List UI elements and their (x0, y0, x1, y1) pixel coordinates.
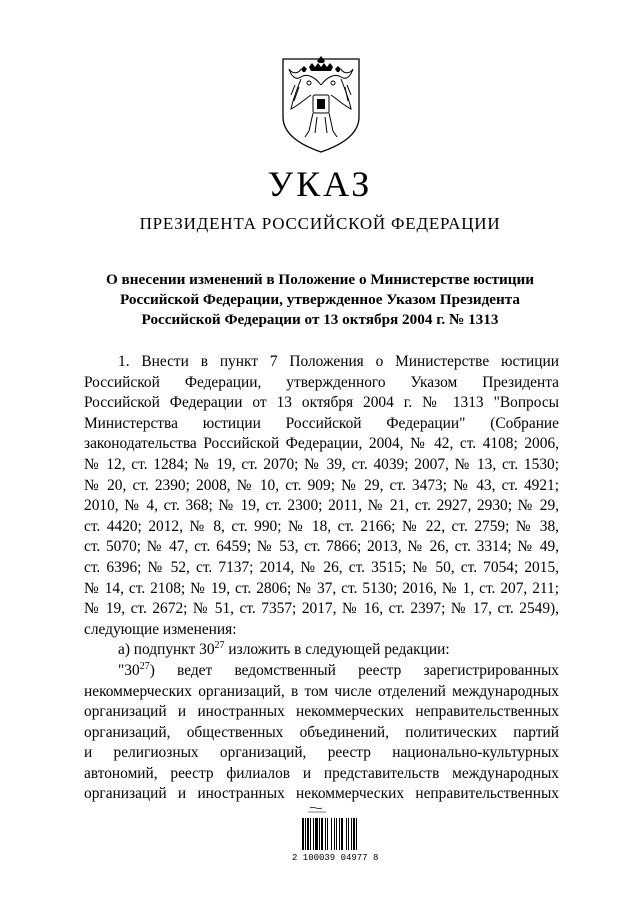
document-type: УКАЗ (267, 164, 373, 204)
quote-line: организаций и иностранных некоммерческих неправительственных (84, 703, 559, 721)
body-line: ст. 5070; № 47, ст. 6459; № 53, ст. 7866; 2013, № 26, ст. 3314; № 49, (84, 538, 559, 556)
item-a-superscript: 27 (214, 640, 225, 652)
title-line: О внесении изменений в Положение о Министерстве юстиции (105, 271, 535, 288)
barcode-bar (305, 818, 306, 850)
body-line: 1. Внести в пункт 7 Положения о Министерстве юстиции (118, 353, 559, 370)
title-line: Российской Федерации от 13 октября 2004 г. № 1313 (141, 311, 499, 328)
state-emblem (279, 55, 363, 155)
barcode-bar (334, 818, 335, 850)
item-a-text-end: изложить в следующей редакции: (224, 641, 450, 659)
quote-line: и религиозных организаций, реестр национально-культурных (84, 744, 559, 762)
body-line: ст. 6396; № 52, ст. 7137; 2014, № 26, ст. 3515; № 50, ст. 7054; 2015, (84, 558, 559, 576)
body-line: Министерства юстиции Российской Федерации" (Собрание (84, 414, 559, 432)
barcode-bar (331, 818, 332, 850)
quote-line: автономий, реестр филиалов и представительств международных (84, 764, 559, 782)
barcode-bar (313, 818, 314, 850)
barcode-bar (356, 818, 357, 850)
barcode-bar (327, 818, 328, 850)
barcode-bar (325, 818, 326, 850)
body-line: № 14, ст. 2108; № 19, ст. 2806; № 37, ст. 5130; 2016, № 1, ст. 207, 211; (84, 579, 559, 597)
barcode-bar (341, 818, 343, 850)
document-body (84, 352, 559, 805)
quote-open: "30 (118, 661, 140, 679)
barcode-bar (319, 818, 320, 850)
barcode-bar (353, 818, 355, 850)
body-line: Российской Федерации, утвержденного Указом Президента (84, 373, 559, 391)
body-line: № 20, ст. 2390; 2008, № 10, ст. 909; № 29, ст. 3473; № 43, ст. 4921; (84, 476, 559, 494)
barcode-bar (315, 818, 318, 850)
barcode-icon (292, 806, 384, 852)
barcode-bar (339, 818, 340, 850)
title-line: Российской Федерации, утвержденное Указом Президента (119, 291, 521, 308)
item-a-text: а) подпункт 30 (118, 641, 215, 659)
barcode-bar (310, 818, 311, 850)
double-headed-eagle-icon (279, 55, 363, 155)
barcode-bar (302, 818, 304, 850)
barcode-bar (351, 818, 352, 850)
body-line: Российской Федерации от 13 октября 2004 г. № 1313 "Вопросы (84, 394, 559, 412)
quote-superscript: 27 (139, 660, 150, 672)
barcode-bar (346, 818, 347, 850)
barcode-bar (307, 818, 309, 850)
body-line: следующие изменения: (84, 620, 237, 638)
body-line: № 19, ст. 2672; № 51, ст. 7357; 2017, № 16, ст. 2397; № 17, ст. 2549), (84, 600, 559, 618)
body-line: законодательства Российской Федерации, 2004, № 42, ст. 4108; 2006, (84, 435, 559, 453)
quote-line: организаций и иностранных некоммерческих неправительственных (84, 785, 559, 803)
quote-line: организаций, общественных объединений, политических партий (84, 723, 559, 741)
document-title (60, 270, 580, 330)
issuer-heading: ПРЕЗИДЕНТА РОССИЙСКОЙ ФЕДЕРАЦИИ (139, 214, 501, 233)
quote-first-line (84, 661, 559, 682)
body-line: ст. 4420; 2012, № 8, ст. 990; № 18, ст. 2166; № 22, ст. 2759; № 38, (84, 517, 559, 535)
body-line: 2010, № 4, ст. 368; № 19, ст. 2300; 2011, № 21, ст. 2927, 2930; № 29, (84, 497, 559, 515)
barcode-bar (321, 818, 323, 850)
barcode-bar (336, 818, 337, 850)
barcode-number: 2 100039 04977 8 (292, 853, 379, 863)
body-line: № 12, ст. 1284; № 19, ст. 2070; № 39, ст. 4039; 2007, № 13, ст. 1530; (84, 455, 559, 473)
quote-line: некоммерческих организаций, в том числе отделений международных (84, 682, 559, 700)
quote-text: ) ведет ведомственный реестр зарегистрированных (149, 661, 559, 679)
barcode-bar (348, 818, 349, 850)
item-a-line (84, 640, 559, 661)
